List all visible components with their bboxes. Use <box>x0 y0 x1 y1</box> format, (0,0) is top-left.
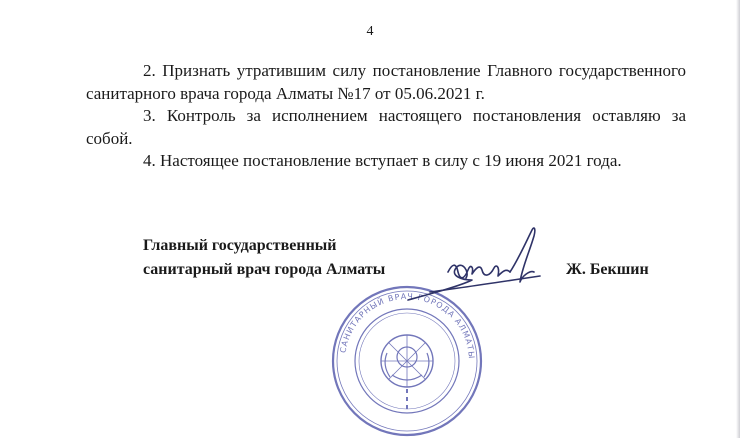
signatory-position <box>143 234 385 282</box>
seal-ring-text: САНИТАРНЫЙ ВРАЧ ГОРОДА АЛМАТЫ <box>338 291 477 360</box>
page-number: 4 <box>366 24 374 39</box>
handwritten-signature-icon <box>400 220 570 310</box>
paragraph-4: 4. Настоящее постановление вступает в силу с 19 июня 2021 года. <box>143 151 622 170</box>
page-edge-shadow <box>736 0 740 438</box>
paragraph-3: 3. Контроль за исполнением настоящего постановления оставляю за собой. <box>86 106 686 148</box>
signatory-name: Ж. Бекшин <box>566 261 649 278</box>
signatory-position-line1: Главный государственный <box>143 237 337 254</box>
paragraph-2: 2. Признать утратившим силу постановление Главного государственного санитарного врача города Алматы №17 от 05.06.2021 г. <box>86 61 686 103</box>
signatory-position-line2: санитарный врач города Алматы <box>143 261 386 278</box>
